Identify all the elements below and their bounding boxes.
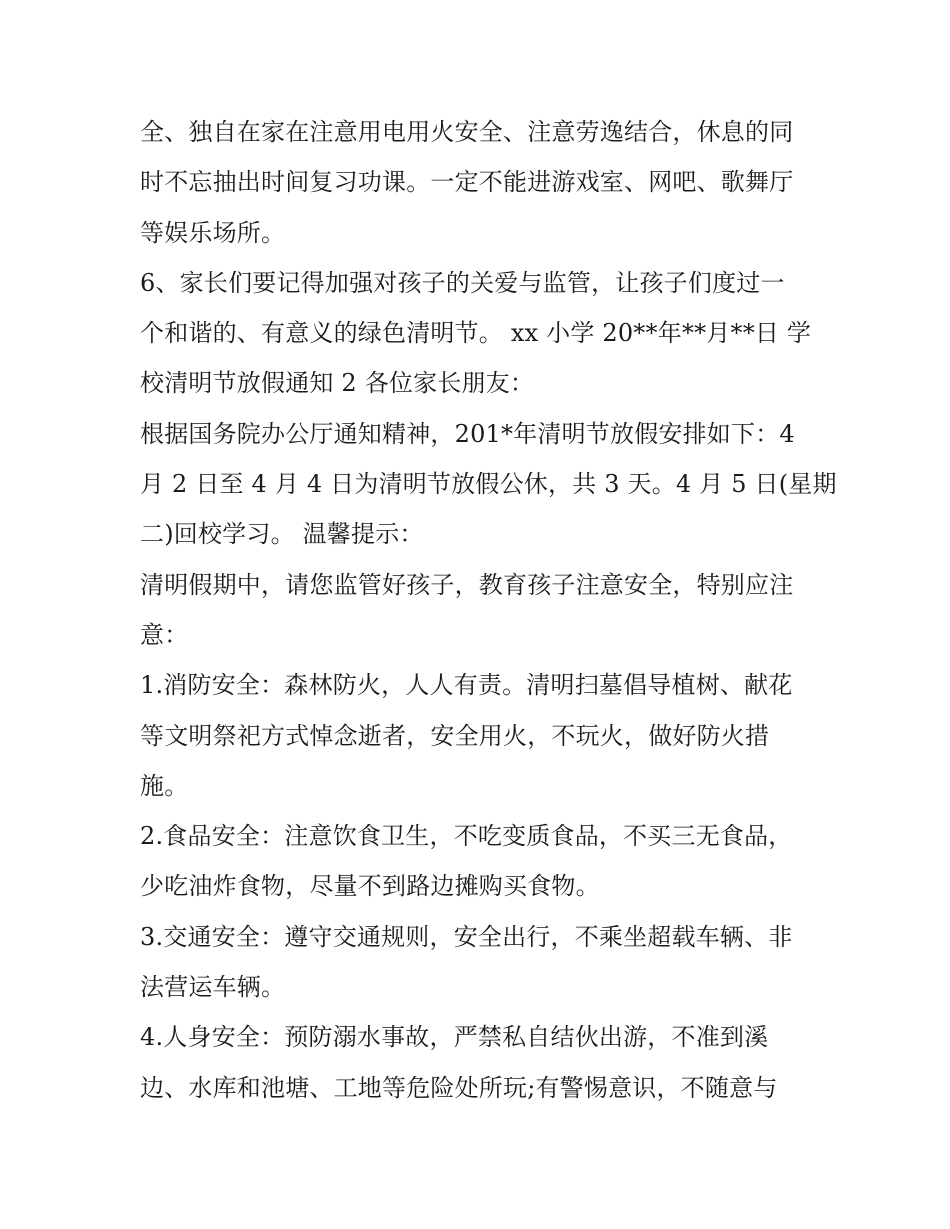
text-line: 等文明祭祀方式悼念逝者，安全用火，不玩火，做好防火措 [140, 721, 770, 750]
text-line: 施。 [140, 771, 189, 800]
text-line: 3.交通安全：遵守交通规则，安全出行，不乘坐超载车辆、非 [140, 922, 793, 951]
text-line: 校清明节放假通知 2 各位家长朋友： [140, 369, 535, 398]
text-line: 意： [140, 620, 189, 649]
text-line: 1.消防安全：森林防火，人人有责。清明扫墓倡导植树、献花 [140, 671, 793, 700]
text-line: 边、水库和池塘、工地等危险处所玩;有警惕意识，不随意与 [140, 1073, 778, 1102]
document-body [140, 107, 837, 1113]
text-line: 全、独自在家在注意用电用火安全、注意劳逸结合，休息的同 [140, 118, 794, 146]
text-line: 二)回校学习。 温馨提示： [140, 520, 424, 549]
text-line: 个和谐的、有意义的绿色清明节。 xx 小学 20**年**月**日 学 [140, 319, 812, 348]
text-line: 时不忘抽出时间复习功课。一定不能进游戏室、网吧、歌舞厅 [140, 168, 794, 197]
text-line: 6、家长们要记得加强对孩子的关爱与监管，让孩子们度过一 [140, 268, 785, 297]
text-line: 少吃油炸食物，尽量不到路边摊购买食物。 [140, 872, 600, 901]
text-line: 等娱乐场所。 [140, 218, 286, 247]
text-line: 清明假期中，请您监管好孩子，教育孩子注意安全，特别应注 [140, 570, 794, 599]
text-line: 月 2 日至 4 月 4 日为清明节放假公休，共 3 天。4 月 5 日(星期 [140, 470, 837, 499]
text-line: 2.食品安全：注意饮食卫生，不吃变质食品，不买三无食品， [140, 822, 793, 851]
text-line: 法营运车辆。 [140, 973, 286, 1002]
text-line: 4.人身安全：预防溺水事故，严禁私自结伙出游，不准到溪 [140, 1023, 769, 1052]
text-line: 根据国务院办公厅通知精神，201*年清明节放假安排如下：4 [140, 419, 795, 448]
